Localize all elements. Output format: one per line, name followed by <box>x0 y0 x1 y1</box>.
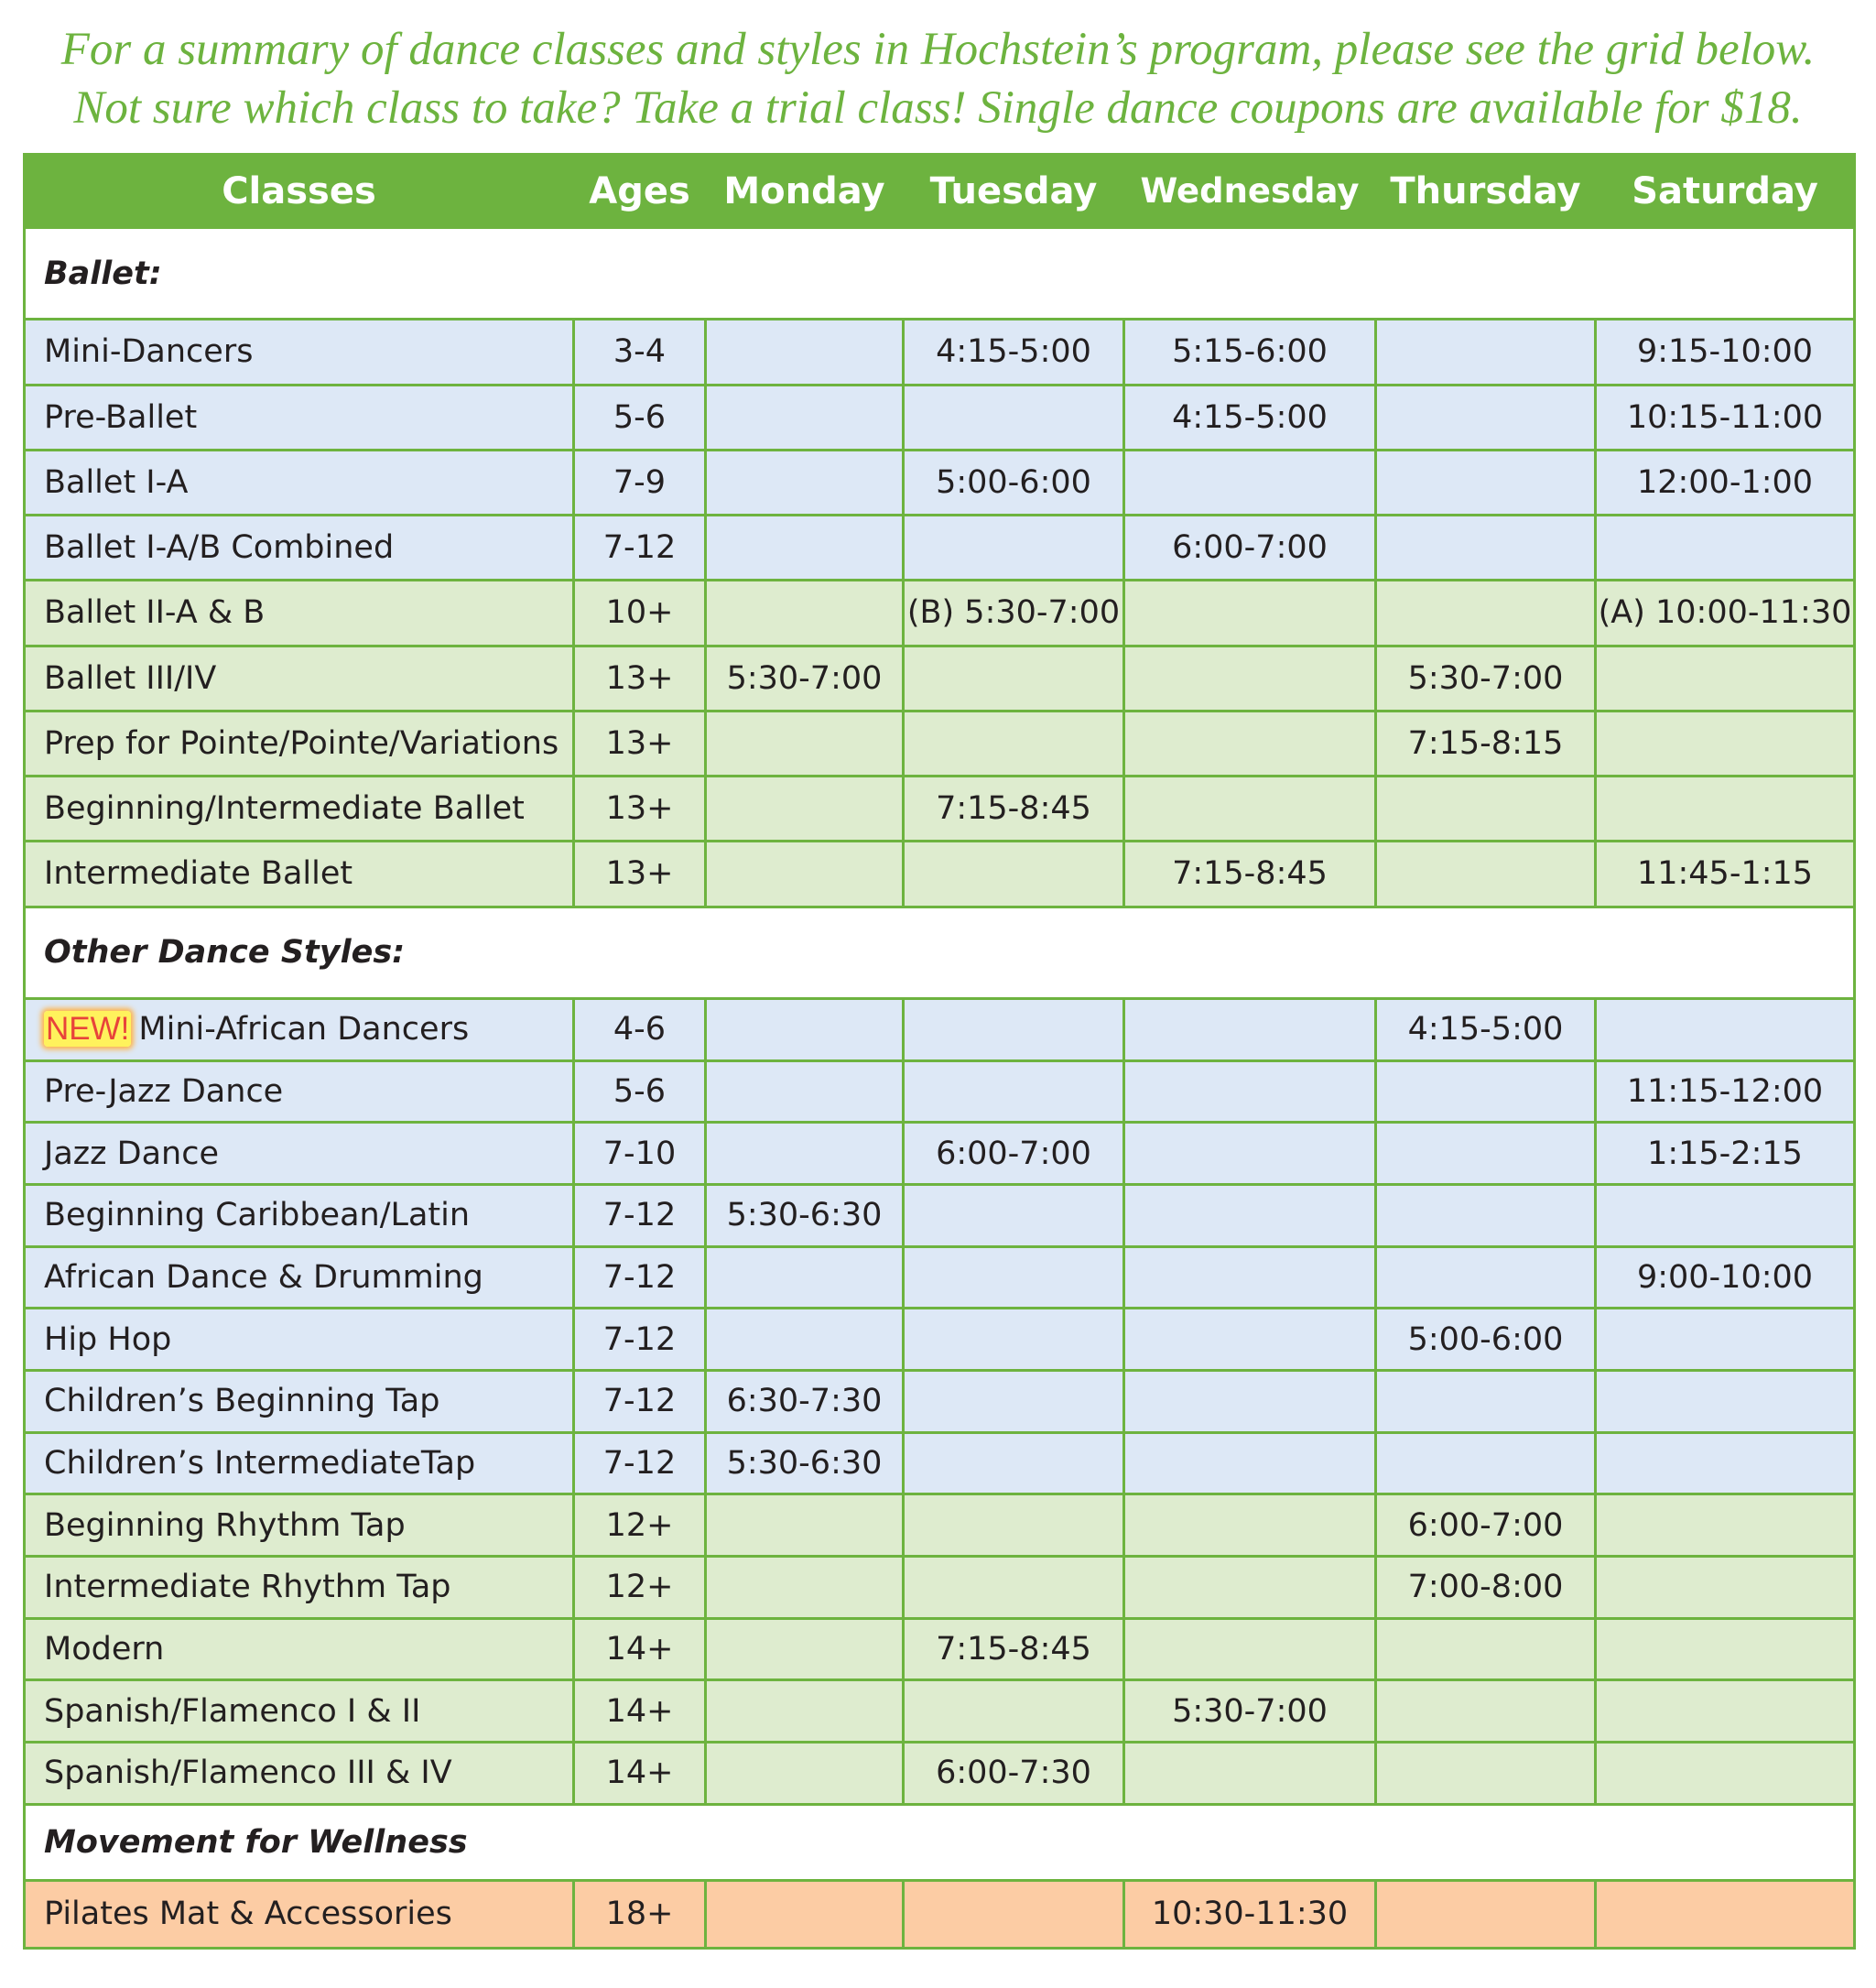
monday-cell: 5:30-7:00 <box>706 646 904 711</box>
thursday-cell <box>1376 1060 1596 1123</box>
class-name-cell <box>25 385 574 450</box>
ages-cell: 7-12 <box>574 1184 706 1246</box>
class-name-text: Spanish/Flamenco III & IV <box>44 1754 452 1792</box>
thursday-cell: 7:15-8:15 <box>1376 711 1596 776</box>
tuesday-cell: 7:15-8:45 <box>904 777 1124 842</box>
schedule-body <box>25 228 1855 1949</box>
class-name-cell <box>25 711 574 776</box>
ages-cell: 13+ <box>574 777 706 842</box>
table-row <box>25 516 1855 581</box>
wednesday-cell <box>1124 581 1376 646</box>
class-name-text: Mini-African Dancers <box>138 1011 470 1048</box>
class-name-text: Ballet I-A/B Combined <box>44 529 395 567</box>
table-row <box>25 1680 1855 1743</box>
class-name-text: Pre-Ballet <box>44 398 198 436</box>
header-row <box>25 155 1855 228</box>
monday-cell <box>706 1123 904 1185</box>
class-name-cell <box>25 516 574 581</box>
class-name-cell <box>25 1246 574 1309</box>
header-monday: Monday <box>706 155 904 228</box>
wednesday-cell <box>1124 1743 1376 1805</box>
thursday-cell <box>1376 1246 1596 1309</box>
saturday-cell <box>1596 1743 1855 1805</box>
wednesday-cell: 5:15-6:00 <box>1124 320 1376 385</box>
class-name-text: Mini-Dancers <box>44 333 254 371</box>
wednesday-cell <box>1124 1123 1376 1185</box>
monday-cell <box>706 516 904 581</box>
class-name-cell <box>25 1557 574 1619</box>
wednesday-cell: 6:00-7:00 <box>1124 516 1376 581</box>
table-row <box>25 1494 1855 1557</box>
class-name-text: Pre-Jazz Dance <box>44 1072 284 1110</box>
wednesday-cell <box>1124 998 1376 1060</box>
ages-cell: 7-10 <box>574 1123 706 1185</box>
monday-cell <box>706 1309 904 1371</box>
class-name-cell <box>25 1432 574 1494</box>
thursday-cell <box>1376 1123 1596 1185</box>
saturday-cell <box>1596 777 1855 842</box>
ages-cell: 7-12 <box>574 1246 706 1309</box>
class-name-cell <box>25 1123 574 1185</box>
saturday-cell: 12:00-1:00 <box>1596 450 1855 515</box>
thursday-cell: 5:00-6:00 <box>1376 1309 1596 1371</box>
class-name-cell <box>25 1494 574 1557</box>
class-name-text: Spanish/Flamenco I & II <box>44 1692 421 1730</box>
thursday-cell <box>1376 1184 1596 1246</box>
tuesday-cell <box>904 1246 1124 1309</box>
class-name-cell <box>25 450 574 515</box>
table-row <box>25 646 1855 711</box>
ages-cell: 3-4 <box>574 320 706 385</box>
section-title: Movement for Wellness <box>25 1804 1855 1880</box>
class-name-cell <box>25 1309 574 1371</box>
wednesday-cell <box>1124 1309 1376 1371</box>
tuesday-cell <box>904 842 1124 907</box>
ages-cell: 14+ <box>574 1743 706 1805</box>
tuesday-cell: 4:15-5:00 <box>904 320 1124 385</box>
thursday-cell <box>1376 842 1596 907</box>
ages-cell: 18+ <box>574 1880 706 1948</box>
tuesday-cell <box>904 1432 1124 1494</box>
tuesday-cell <box>904 1880 1124 1948</box>
table-row <box>25 1246 1855 1309</box>
saturday-cell <box>1596 998 1855 1060</box>
thursday-cell: 5:30-7:00 <box>1376 646 1596 711</box>
saturday-cell <box>1596 1618 1855 1680</box>
class-name-cell <box>25 998 574 1060</box>
ages-cell: 5-6 <box>574 1060 706 1123</box>
tuesday-cell <box>904 1494 1124 1557</box>
dance-schedule-table <box>23 153 1856 1950</box>
ages-cell: 13+ <box>574 842 706 907</box>
thursday-cell: 4:15-5:00 <box>1376 998 1596 1060</box>
class-name-text: Children’s IntermediateTap <box>44 1444 476 1482</box>
class-name-cell <box>25 777 574 842</box>
table-row <box>25 1184 1855 1246</box>
thursday-cell <box>1376 1880 1596 1948</box>
tuesday-cell: 7:15-8:45 <box>904 1618 1124 1680</box>
tuesday-cell <box>904 385 1124 450</box>
tuesday-cell <box>904 711 1124 776</box>
monday-cell <box>706 998 904 1060</box>
saturday-cell <box>1596 1370 1855 1432</box>
monday-cell <box>706 711 904 776</box>
thursday-cell: 6:00-7:00 <box>1376 1494 1596 1557</box>
class-name-cell <box>25 1743 574 1805</box>
monday-cell <box>706 581 904 646</box>
class-name-cell <box>25 320 574 385</box>
ages-cell: 12+ <box>574 1494 706 1557</box>
tuesday-cell <box>904 516 1124 581</box>
new-badge: NEW! <box>46 1011 130 1048</box>
class-name-text: Hip Hop <box>44 1320 172 1358</box>
ages-cell: 12+ <box>574 1557 706 1619</box>
monday-cell <box>706 1743 904 1805</box>
table-row <box>25 1309 1855 1371</box>
saturday-cell: 9:15-10:00 <box>1596 320 1855 385</box>
wednesday-cell: 4:15-5:00 <box>1124 385 1376 450</box>
tuesday-cell: (B) 5:30-7:00 <box>904 581 1124 646</box>
class-name-cell <box>25 646 574 711</box>
monday-cell: 6:30-7:30 <box>706 1370 904 1432</box>
table-row <box>25 1557 1855 1619</box>
class-name-text: Jazz Dance <box>44 1135 219 1172</box>
table-row <box>25 1618 1855 1680</box>
monday-cell <box>706 450 904 515</box>
tuesday-cell <box>904 646 1124 711</box>
tuesday-cell <box>904 1184 1124 1246</box>
thursday-cell <box>1376 1743 1596 1805</box>
table-row <box>25 1432 1855 1494</box>
class-name-text: Ballet III/IV <box>44 659 217 697</box>
table-row <box>25 842 1855 907</box>
section-title: Other Dance Styles: <box>25 907 1855 998</box>
class-name-text: Prep for Pointe/Pointe/Variations <box>44 724 559 762</box>
monday-cell <box>706 842 904 907</box>
thursday-cell <box>1376 385 1596 450</box>
header-saturday: Saturday <box>1596 155 1855 228</box>
wednesday-cell <box>1124 1618 1376 1680</box>
class-name-text: Pilates Mat & Accessories <box>44 1896 452 1933</box>
ages-cell: 7-12 <box>574 1432 706 1494</box>
class-name-cell <box>25 1880 574 1948</box>
class-name-text: Beginning/Intermediate Ballet <box>44 790 525 828</box>
monday-cell <box>706 320 904 385</box>
thursday-cell <box>1376 320 1596 385</box>
ages-cell: 14+ <box>574 1618 706 1680</box>
saturday-cell <box>1596 1432 1855 1494</box>
class-name-text: African Dance & Drumming <box>44 1258 483 1296</box>
monday-cell <box>706 777 904 842</box>
table-row <box>25 1880 1855 1948</box>
monday-cell <box>706 1494 904 1557</box>
ages-cell: 13+ <box>574 646 706 711</box>
wednesday-cell <box>1124 1184 1376 1246</box>
saturday-cell <box>1596 1184 1855 1246</box>
thursday-cell <box>1376 1370 1596 1432</box>
class-name-cell <box>25 1060 574 1123</box>
class-name-text: Modern <box>44 1631 165 1668</box>
table-row <box>25 1123 1855 1185</box>
saturday-cell: 9:00-10:00 <box>1596 1246 1855 1309</box>
header-tuesday: Tuesday <box>904 155 1124 228</box>
class-name-text: Beginning Caribbean/Latin <box>44 1197 471 1234</box>
wednesday-cell <box>1124 777 1376 842</box>
table-row <box>25 450 1855 515</box>
thursday-cell <box>1376 581 1596 646</box>
tuesday-cell <box>904 1060 1124 1123</box>
table-row <box>25 998 1855 1060</box>
class-name-text: Ballet II-A & B <box>44 594 266 632</box>
monday-cell <box>706 1680 904 1743</box>
table-row <box>25 581 1855 646</box>
saturday-cell <box>1596 711 1855 776</box>
wednesday-cell <box>1124 646 1376 711</box>
wednesday-cell <box>1124 1494 1376 1557</box>
tuesday-cell <box>904 998 1124 1060</box>
saturday-cell <box>1596 646 1855 711</box>
class-name-cell <box>25 581 574 646</box>
class-name-text: Beginning Rhythm Tap <box>44 1506 406 1544</box>
wednesday-cell <box>1124 1557 1376 1619</box>
table-row <box>25 777 1855 842</box>
class-name-cell <box>25 842 574 907</box>
monday-cell <box>706 1557 904 1619</box>
monday-cell: 5:30-6:30 <box>706 1184 904 1246</box>
monday-cell <box>706 1060 904 1123</box>
tuesday-cell: 6:00-7:00 <box>904 1123 1124 1185</box>
monday-cell <box>706 1246 904 1309</box>
tuesday-cell <box>904 1309 1124 1371</box>
class-name-cell <box>25 1184 574 1246</box>
thursday-cell <box>1376 516 1596 581</box>
tuesday-cell <box>904 1557 1124 1619</box>
saturday-cell <box>1596 1880 1855 1948</box>
thursday-cell <box>1376 1680 1596 1743</box>
header-wednesday: Wednesday <box>1124 155 1376 228</box>
class-name-text: Intermediate Ballet <box>44 855 353 893</box>
wednesday-cell <box>1124 450 1376 515</box>
section-header-row <box>25 1804 1855 1880</box>
saturday-cell: 11:45-1:15 <box>1596 842 1855 907</box>
table-row <box>25 1370 1855 1432</box>
thursday-cell <box>1376 777 1596 842</box>
section-title: Ballet: <box>25 228 1855 320</box>
table-row <box>25 320 1855 385</box>
saturday-cell: 11:15-12:00 <box>1596 1060 1855 1123</box>
wednesday-cell: 10:30-11:30 <box>1124 1880 1376 1948</box>
table-row <box>25 1743 1855 1805</box>
class-name-text: Intermediate Rhythm Tap <box>44 1569 451 1606</box>
tuesday-cell <box>904 1370 1124 1432</box>
wednesday-cell <box>1124 1370 1376 1432</box>
monday-cell <box>706 1618 904 1680</box>
wednesday-cell: 7:15-8:45 <box>1124 842 1376 907</box>
ages-cell: 5-6 <box>574 385 706 450</box>
saturday-cell: (A) 10:00-11:30 <box>1596 581 1855 646</box>
table-row <box>25 1060 1855 1123</box>
monday-cell: 5:30-6:30 <box>706 1432 904 1494</box>
intro-text <box>0 20 1876 137</box>
ages-cell: 7-9 <box>574 450 706 515</box>
ages-cell: 7-12 <box>574 1370 706 1432</box>
thursday-cell <box>1376 1432 1596 1494</box>
saturday-cell <box>1596 1680 1855 1743</box>
tuesday-cell <box>904 1680 1124 1743</box>
saturday-cell <box>1596 1557 1855 1619</box>
saturday-cell: 1:15-2:15 <box>1596 1123 1855 1185</box>
class-name-cell <box>25 1618 574 1680</box>
header-thursday: Thursday <box>1376 155 1596 228</box>
thursday-cell: 7:00-8:00 <box>1376 1557 1596 1619</box>
ages-cell: 14+ <box>574 1680 706 1743</box>
class-name-cell <box>25 1680 574 1743</box>
section-header-row <box>25 907 1855 998</box>
header-classes: Classes <box>25 155 574 228</box>
wednesday-cell <box>1124 1060 1376 1123</box>
tuesday-cell: 6:00-7:30 <box>904 1743 1124 1805</box>
table-row <box>25 711 1855 776</box>
class-name-text: Ballet I-A <box>44 463 189 501</box>
thursday-cell <box>1376 1618 1596 1680</box>
wednesday-cell <box>1124 1246 1376 1309</box>
ages-cell: 13+ <box>574 711 706 776</box>
monday-cell <box>706 1880 904 1948</box>
wednesday-cell <box>1124 711 1376 776</box>
intro-line-1: For a summary of dance classes and styles in Hochstein’s program, please see the grid below. <box>60 24 1816 75</box>
intro-line-2: Not sure which class to take? Take a trial class! Single dance coupons are available for $18. <box>73 82 1803 134</box>
thursday-cell <box>1376 450 1596 515</box>
monday-cell <box>706 385 904 450</box>
saturday-cell <box>1596 1494 1855 1557</box>
wednesday-cell: 5:30-7:00 <box>1124 1680 1376 1743</box>
table-row <box>25 385 1855 450</box>
ages-cell: 7-12 <box>574 1309 706 1371</box>
header-ages: Ages <box>574 155 706 228</box>
ages-cell: 7-12 <box>574 516 706 581</box>
saturday-cell <box>1596 1309 1855 1371</box>
ages-cell: 4-6 <box>574 998 706 1060</box>
class-name-cell <box>25 1370 574 1432</box>
tuesday-cell: 5:00-6:00 <box>904 450 1124 515</box>
section-header-row <box>25 228 1855 320</box>
saturday-cell: 10:15-11:00 <box>1596 385 1855 450</box>
wednesday-cell <box>1124 1432 1376 1494</box>
saturday-cell <box>1596 516 1855 581</box>
ages-cell: 10+ <box>574 581 706 646</box>
class-name-text: Children’s Beginning Tap <box>44 1383 440 1420</box>
